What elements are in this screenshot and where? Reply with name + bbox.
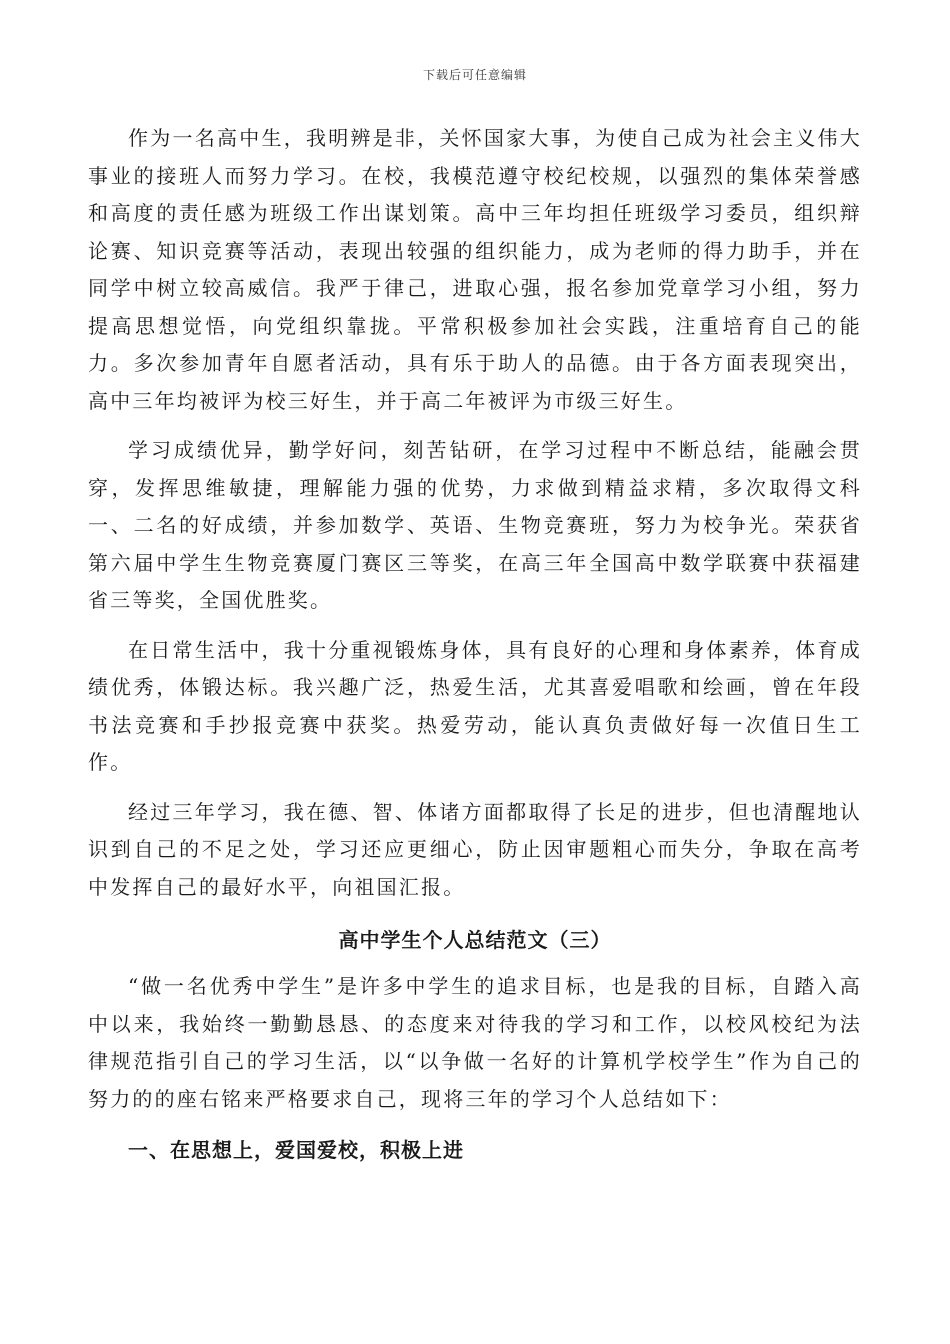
- paragraph-section-intro: “做一名优秀中学生”是许多中学生的追求目标，也是我的目标，自踏入高中以来，我始终一勤勤恳恳、的态度来对待我的学习和工作，以校风校纪为法律规范指引自己的学习生活，以“以争做一名好的计算机学校学生”作为自己的努力的的座右铭来严格要求自己，现将三年的学习个人总结如下：: [88, 974, 862, 1111]
- paragraph-daily-life: 在日常生活中，我十分重视锻炼身体，具有良好的心理和身体素养，体育成绩优秀，体锻达标。我兴趣广泛，热爱生活，尤其喜爱唱歌和绘画，曾在年段书法竞赛和手抄报竞赛中获奖。热爱劳动，能认真负责做好每一次值日生工作。: [88, 637, 862, 774]
- header-note: 下载后可任意编辑: [422, 68, 527, 82]
- paragraph-political-conduct: 作为一名高中生，我明辨是非，关怀国家大事，为使自己成为社会主义伟大事业的接班人而努力学习。在校，我模范遵守校纪校规，以强烈的集体荣誉感和高度的责任感为班级工作出谋划策。高中三年均担任班级学习委员，组织辩论赛、知识竞赛等活动，表现出较强的组织能力，成为老师的得力助手，并在同学中树立较高威信。我严于律己，进取心强，报名参加党章学习小组，努力提高思想觉悟，向党组织靠拢。平常积极参加社会实践，注重培育自己的能力。多次参加青年自愿者活动，具有乐于助人的品德。由于各方面表现突出，高中三年均被评为校三好生，并于高二年被评为市级三好生。: [88, 126, 862, 413]
- paragraph-academics: 学习成绩优异，勤学好问，刻苦钻研，在学习过程中不断总结，能融会贯穿，发挥思维敏捷，理解能力强的优势，力求做到精益求精，多次取得文科一、二名的好成绩，并参加数学、英语、生物竞赛班，努力为校争光。荣获省第六届中学生生物竞赛厦门赛区三等奖，在高三年全国高中数学联赛中获福建省三等奖，全国优胜奖。: [88, 438, 862, 612]
- paragraph-conclusion: 经过三年学习，我在德、智、体诸方面都取得了长足的进步，但也清醒地认识到自己的不足之处，学习还应更细心，防止因审题粗心而失分，争取在高考中发挥自己的最好水平，向祖国汇报。: [88, 799, 862, 899]
- document-body: [88, 120, 862, 1170]
- sub-heading: 一、在思想上，爱国爱校，积极上进: [128, 1138, 464, 1162]
- section-title: 高中学生个人总结范文（三）: [338, 928, 612, 952]
